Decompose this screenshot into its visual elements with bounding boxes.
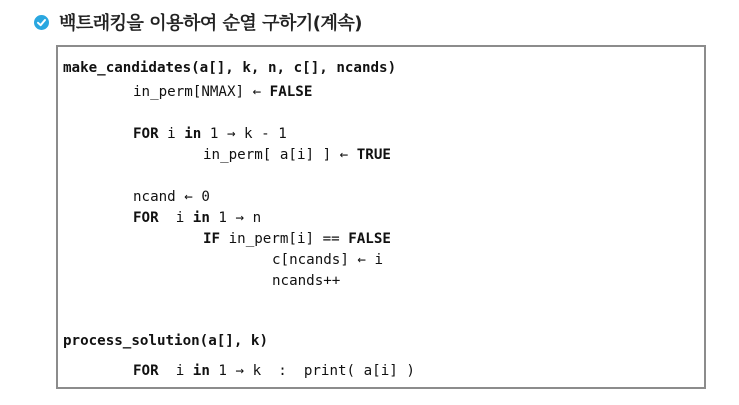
keyword-in: in bbox=[192, 363, 210, 379]
check-circle-icon bbox=[34, 15, 49, 30]
pseudocode-box bbox=[56, 45, 706, 389]
code-line-assign-candidate: c[ncands] ← i bbox=[272, 252, 384, 268]
code-line-for-n bbox=[133, 208, 261, 228]
code-text: 1 → k - 1 bbox=[201, 126, 287, 142]
code-text: i bbox=[158, 210, 193, 226]
code-text: 1 → n bbox=[209, 210, 262, 226]
keyword-for: FOR bbox=[133, 363, 159, 379]
keyword-false: FALSE bbox=[348, 231, 391, 247]
code-text: in_perm[i] == bbox=[220, 231, 349, 247]
code-line-process-solution: process_solution(a[], k) bbox=[63, 333, 268, 349]
code-text: in_perm[ a[i] ] ← bbox=[203, 147, 357, 163]
keyword-in: in bbox=[184, 126, 202, 142]
code-text: 1 → k : print( a[i] ) bbox=[209, 363, 415, 379]
code-text: i bbox=[158, 363, 193, 379]
code-line-increment: ncands++ bbox=[272, 273, 341, 289]
code-line-if bbox=[203, 229, 391, 249]
code-line-print-loop bbox=[133, 361, 415, 381]
keyword-for: FOR bbox=[133, 210, 159, 226]
slide-title: 백트래킹을 이용하여 순열 구하기(계속) bbox=[59, 13, 362, 34]
slide-title-row bbox=[34, 8, 362, 36]
code-line-set-true bbox=[203, 145, 391, 165]
code-line-ncand-init: ncand ← 0 bbox=[133, 189, 210, 205]
keyword-in: in bbox=[192, 210, 210, 226]
code-line-for-k bbox=[133, 124, 287, 144]
code-line-make-candidates: make_candidates(a[], k, n, c[], ncands) bbox=[63, 60, 397, 76]
code-text: i bbox=[158, 126, 185, 142]
keyword-true: TRUE bbox=[356, 147, 391, 163]
keyword-if: IF bbox=[203, 231, 221, 247]
code-text: in_perm[NMAX] ← bbox=[133, 84, 270, 100]
code-line-init-in-perm bbox=[133, 82, 312, 102]
keyword-false: FALSE bbox=[269, 84, 313, 100]
keyword-for: FOR bbox=[133, 126, 159, 142]
